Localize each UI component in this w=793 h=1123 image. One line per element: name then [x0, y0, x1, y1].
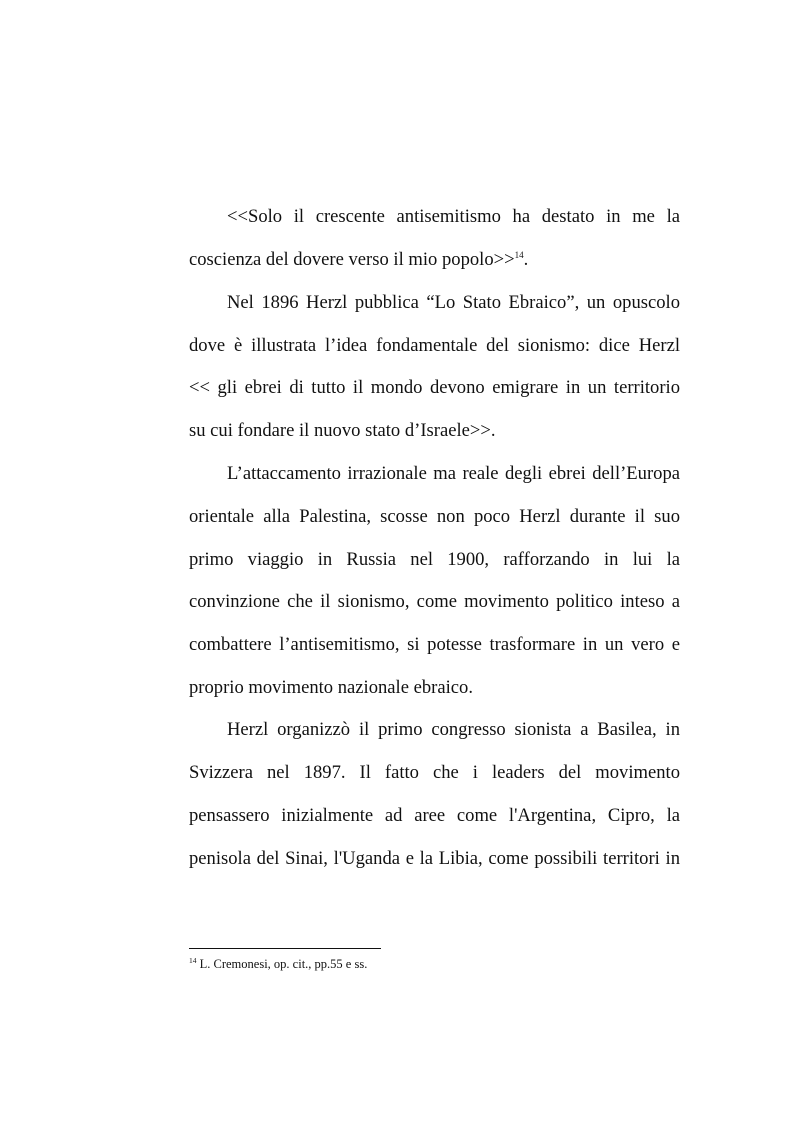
- body-line-8: orientale alla Palestina, scosse non poco Herzl durante il suo: [189, 506, 680, 527]
- footnote-text: L. Cremonesi, op. cit., pp.55 e ss.: [196, 957, 368, 971]
- body-line-2-tail: .: [523, 249, 529, 270]
- body-line-14: Svizzera nel 1897. Il fatto che i leaders del movimento: [189, 762, 680, 783]
- footnote-reference[interactable]: 14: [514, 249, 524, 260]
- body-line-3: Nel 1896 Herzl pubblica “Lo Stato Ebraico”, un opuscolo: [227, 292, 680, 313]
- body-line-11: combattere l’antisemitismo, si potesse trasformare in un vero e: [189, 634, 680, 655]
- body-line-4: dove è illustrata l’idea fondamentale del sionismo: dice Herzl: [189, 335, 680, 356]
- body-line-2-text: coscienza del dovere verso il mio popolo>>: [189, 249, 515, 270]
- footnote-separator: [189, 948, 381, 949]
- body-line-13: Herzl organizzò il primo congresso sionista a Basilea, in: [227, 719, 680, 740]
- body-line-7: L’attaccamento irrazionale ma reale degli ebrei dell’Europa: [227, 463, 680, 484]
- body-line-16: penisola del Sinai, l'Uganda e la Libia, come possibili territori in: [189, 848, 680, 869]
- body-line-1: <<Solo il crescente antisemitismo ha destato in me la: [227, 206, 680, 227]
- footnote: [189, 956, 367, 972]
- body-line-2: [189, 249, 680, 271]
- body-line-9: primo viaggio in Russia nel 1900, rafforzando in lui la: [189, 549, 680, 570]
- body-line-12: proprio movimento nazionale ebraico.: [189, 677, 473, 698]
- footnote-number: 14: [189, 955, 197, 965]
- body-line-10: convinzione che il sionismo, come movimento politico inteso a: [189, 591, 680, 612]
- body-line-6: su cui fondare il nuovo stato d’Israele>>.: [189, 420, 496, 441]
- body-line-15: pensassero inizialmente ad aree come l'Argentina, Cipro, la: [189, 805, 680, 826]
- body-line-5: << gli ebrei di tutto il mondo devono emigrare in un territorio: [189, 377, 680, 398]
